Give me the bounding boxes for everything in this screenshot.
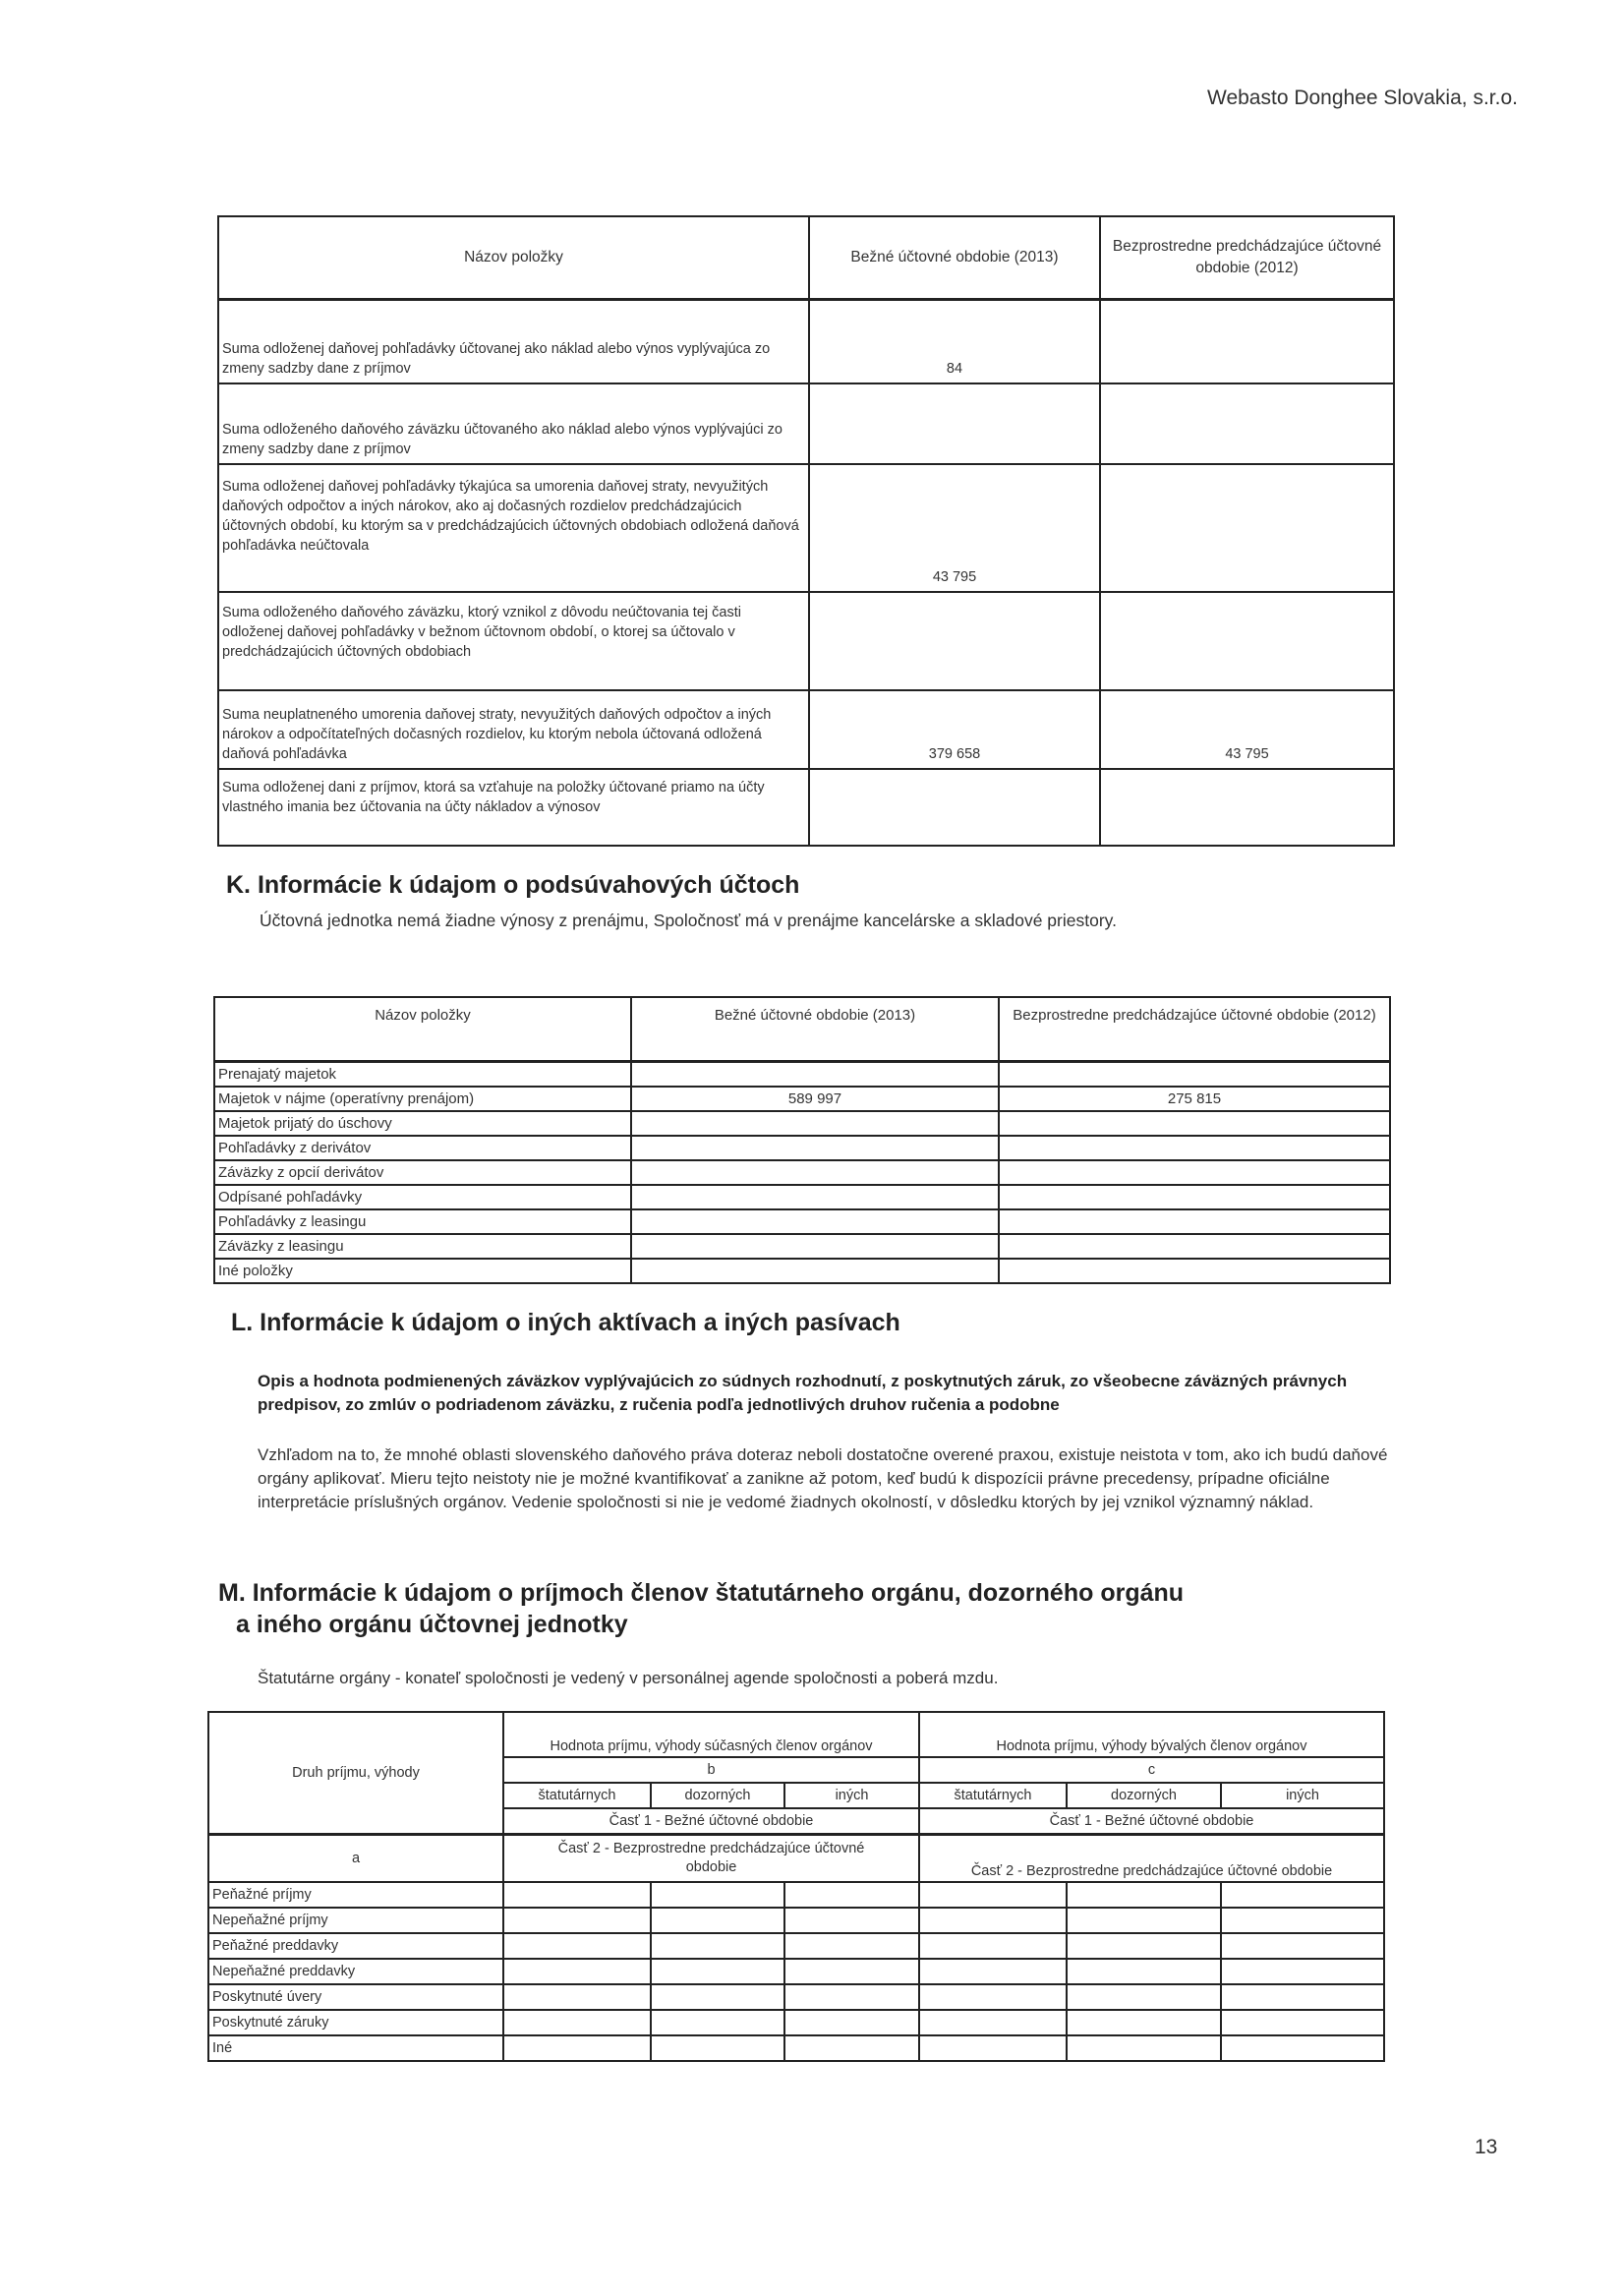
value-cell <box>919 1933 1067 1959</box>
value-cell <box>503 1908 651 1933</box>
table-row <box>208 1984 1384 2010</box>
table-row <box>218 464 1394 592</box>
table-row <box>214 1111 1390 1136</box>
row-label: Suma odloženej daňovej pohľadávky týkajúca sa umorenia daňovej straty, nevyužitých daňových odpočtov a iných nárokov, ako aj dočasných rozdielov predchádzajúcich účtovných období, ku ktorým sa v predchádzajúcich účtovných obdobiach odložená daňová pohľadávka neúčtovala <box>218 464 809 592</box>
table-row <box>208 1933 1384 1959</box>
row-label: Suma odloženého daňového záväzku, ktorý vznikol z dôvodu neúčtovania tej časti odloženej daňovej pohľadávky v bežnom účtovnom období, o ktorej sa účtovalo v predchádzajúcich účtovných obdobiach <box>218 592 809 690</box>
off-balance-sheet-table <box>213 996 1391 1284</box>
value-cell <box>1067 2035 1221 2061</box>
previous-value <box>1100 383 1394 464</box>
current-value <box>631 1136 999 1160</box>
current-value <box>631 1160 999 1185</box>
section-m-heading-line2: a iného orgánu účtovnej jednotky <box>236 1611 628 1638</box>
current-value <box>631 1209 999 1234</box>
value-cell <box>919 1984 1067 2010</box>
value-cell <box>1067 1933 1221 1959</box>
row-label: Pohľadávky z leasingu <box>214 1209 631 1234</box>
part2-label: Časť 2 - Bezprostredne predchádzajúce účtovné obdobie <box>919 1835 1384 1883</box>
row-header-type: Druh príjmu, výhody <box>208 1712 503 1835</box>
table-row <box>214 1234 1390 1259</box>
current-value: 84 <box>809 300 1100 383</box>
previous-value <box>1100 464 1394 592</box>
previous-value: 43 795 <box>1100 690 1394 769</box>
value-cell <box>1221 2035 1384 2061</box>
part2-label: Časť 2 - Bezprostredne predchádzajúce účtovné obdobie <box>503 1835 919 1883</box>
value-cell <box>503 2035 651 2061</box>
subcolumn-statutory: štatutárnych <box>503 1783 651 1808</box>
value-cell <box>503 1959 651 1984</box>
value-cell <box>651 1984 784 2010</box>
value-cell <box>1067 2010 1221 2035</box>
group-header-former-members: Hodnota príjmu, výhody bývalých členov orgánov <box>919 1712 1384 1757</box>
table-row <box>214 1160 1390 1185</box>
value-cell <box>784 1959 919 1984</box>
row-label: Suma odloženej daňovej pohľadávky účtovanej ako náklad alebo výnos vyplývajúca zo zmeny sadzby dane z príjmov <box>218 300 809 383</box>
row-label: Majetok prijatý do úschovy <box>214 1111 631 1136</box>
value-cell <box>503 1933 651 1959</box>
table-row <box>214 1087 1390 1111</box>
value-cell <box>1221 1959 1384 1984</box>
table-row <box>208 2010 1384 2035</box>
group-code-c: c <box>919 1757 1384 1783</box>
deferred-tax-table <box>217 215 1395 847</box>
value-cell <box>1221 1933 1384 1959</box>
row-header-code: a <box>208 1835 503 1883</box>
table-row <box>218 300 1394 383</box>
current-value <box>631 1259 999 1283</box>
column-header-current-period: Bežné účtovné obdobie (2013) <box>631 997 999 1062</box>
current-value <box>631 1185 999 1209</box>
value-cell <box>1221 1882 1384 1908</box>
previous-value <box>999 1160 1390 1185</box>
table-row <box>218 769 1394 846</box>
value-cell <box>784 1908 919 1933</box>
previous-value <box>1100 769 1394 846</box>
section-k-text: Účtovná jednotka nemá žiadne výnosy z prenájmu, Spoločnosť má v prenájme kancelárske a skladové priestory. <box>260 911 1117 930</box>
value-cell <box>919 1882 1067 1908</box>
value-cell <box>1067 1959 1221 1984</box>
current-value <box>631 1062 999 1088</box>
row-label: Majetok v nájme (operatívny prenájom) <box>214 1087 631 1111</box>
previous-value <box>999 1259 1390 1283</box>
column-header-previous-period: Bezprostredne predchádzajúce účtovné obdobie (2012) <box>999 997 1390 1062</box>
group-code-b: b <box>503 1757 919 1783</box>
row-label: Záväzky z leasingu <box>214 1234 631 1259</box>
row-label: Nepeňažné príjmy <box>208 1908 503 1933</box>
value-cell <box>1221 2010 1384 2035</box>
table-row <box>218 690 1394 769</box>
table-row <box>214 1136 1390 1160</box>
section-k-heading: K. Informácie k údajom o podsúvahových účtoch <box>226 871 800 899</box>
board-income-table <box>207 1711 1385 2062</box>
value-cell <box>503 1984 651 2010</box>
subcolumn-other: iných <box>1221 1783 1384 1808</box>
value-cell <box>1221 1908 1384 1933</box>
table-row <box>208 1908 1384 1933</box>
part1-label: Časť 1 - Bežné účtovné obdobie <box>919 1808 1384 1835</box>
previous-value <box>999 1209 1390 1234</box>
row-label: Suma neuplatneného umorenia daňovej straty, nevyužitých daňových odpočtov a iných nárokov a odpočítateľných dočasných rozdielov, ku ktorým nebola účtovaná odložená daňová pohľadávka <box>218 690 809 769</box>
row-label: Suma odloženej dani z príjmov, ktorá sa vzťahuje na položky účtované priamo na účty vlastného imania bez účtovania na účty nákladov a výnosov <box>218 769 809 846</box>
current-value: 589 997 <box>631 1087 999 1111</box>
table-header-row <box>218 216 1394 300</box>
row-label: Odpísané pohľadávky <box>214 1185 631 1209</box>
current-value <box>809 769 1100 846</box>
column-header-current-period: Bežné účtovné obdobie (2013) <box>809 216 1100 300</box>
previous-value <box>999 1185 1390 1209</box>
previous-value <box>999 1136 1390 1160</box>
section-m-heading <box>218 1577 1184 1640</box>
value-cell <box>1067 1984 1221 2010</box>
row-label: Poskytnuté úvery <box>208 1984 503 2010</box>
value-cell <box>1221 1984 1384 2010</box>
page-number: 13 <box>1475 2136 1498 2158</box>
row-label: Pohľadávky z derivátov <box>214 1136 631 1160</box>
current-value <box>809 592 1100 690</box>
value-cell <box>503 2010 651 2035</box>
value-cell <box>784 2035 919 2061</box>
value-cell <box>784 1882 919 1908</box>
value-cell <box>651 2010 784 2035</box>
subcolumn-supervisory: dozorných <box>651 1783 784 1808</box>
previous-value <box>999 1234 1390 1259</box>
value-cell <box>784 1933 919 1959</box>
value-cell <box>651 1959 784 1984</box>
value-cell <box>1067 1908 1221 1933</box>
row-label: Záväzky z opcií derivátov <box>214 1160 631 1185</box>
table-row <box>214 1209 1390 1234</box>
previous-value: 275 815 <box>999 1087 1390 1111</box>
column-header-item-name: Názov položky <box>214 997 631 1062</box>
column-header-previous-period: Bezprostredne predchádzajúce účtovné obdobie (2012) <box>1100 216 1394 300</box>
value-cell <box>651 2035 784 2061</box>
table-row <box>214 1185 1390 1209</box>
previous-value <box>1100 300 1394 383</box>
subcolumn-statutory: štatutárnych <box>919 1783 1067 1808</box>
value-cell <box>651 1933 784 1959</box>
group-header-current-members: Hodnota príjmu, výhody súčasných členov orgánov <box>503 1712 919 1757</box>
row-label: Nepeňažné preddavky <box>208 1959 503 1984</box>
value-cell <box>651 1882 784 1908</box>
table-row <box>214 1259 1390 1283</box>
value-cell <box>919 2010 1067 2035</box>
value-cell <box>784 2010 919 2035</box>
section-l-text: Vzhľadom na to, že mnohé oblasti slovenského daňového práva doteraz neboli dostatočne overené praxou, existuje neistota v tom, ako ich budú daňové orgány aplikovať. Mieru tejto neistoty nie je možné kvantifikovať a zanikne až potom, keď budú k dispozícii právne precedensy, prípadne oficiálne interpretácie príslušných orgánov. Vedenie spoločnosti si nie je vedomé žiadnych okolností, v dôsledku ktorých by jej vznikol významný náklad. <box>258 1445 1388 1511</box>
part1-label: Časť 1 - Bežné účtovné obdobie <box>503 1808 919 1835</box>
value-cell <box>503 1882 651 1908</box>
value-cell <box>651 1908 784 1933</box>
subcolumn-supervisory: dozorných <box>1067 1783 1221 1808</box>
row-label: Peňažné preddavky <box>208 1933 503 1959</box>
row-label: Poskytnuté záruky <box>208 2010 503 2035</box>
table-row <box>208 1959 1384 1984</box>
table-header-row <box>208 1712 1384 1757</box>
section-m-text: Štatutárne orgány - konateľ spoločnosti je vedený v personálnej agende spoločnosti a poberá mzdu. <box>258 1669 999 1687</box>
section-l-subheading: Opis a hodnota podmienených záväzkov vyplývajúcich zo súdnych rozhodnutí, z poskytnutých záruk, zo všeobecne záväzných právnych predpisov, zo zmlúv o podriadenom záväzku, z ručenia podľa jednotlivých druhov ručenia a podobne <box>258 1372 1348 1414</box>
value-cell <box>919 1908 1067 1933</box>
section-m-heading-line1: M. Informácie k údajom o príjmoch členov štatutárneho orgánu, dozorného orgánu <box>218 1579 1185 1607</box>
table-row <box>214 1062 1390 1088</box>
subcolumn-other: iných <box>784 1783 919 1808</box>
table-row <box>208 2035 1384 2061</box>
current-value: 379 658 <box>809 690 1100 769</box>
company-name: Webasto Donghee Slovakia, s.r.o. <box>1207 87 1518 109</box>
previous-value <box>999 1062 1390 1088</box>
value-cell <box>919 2035 1067 2061</box>
row-label: Peňažné príjmy <box>208 1882 503 1908</box>
table-row <box>218 383 1394 464</box>
row-label: Prenajatý majetok <box>214 1062 631 1088</box>
current-value: 43 795 <box>809 464 1100 592</box>
column-header-item-name: Názov položky <box>218 216 809 300</box>
section-l-heading: L. Informácie k údajom o iných aktívach a iných pasívach <box>231 1309 900 1336</box>
previous-value <box>1100 592 1394 690</box>
row-label: Iné položky <box>214 1259 631 1283</box>
table-header-row <box>208 1835 1384 1883</box>
table-header-row <box>214 997 1390 1062</box>
current-value <box>809 383 1100 464</box>
value-cell <box>784 1984 919 2010</box>
current-value <box>631 1111 999 1136</box>
row-label: Suma odloženého daňového záväzku účtovaného ako náklad alebo výnos vyplývajúci zo zmeny sadzby dane z príjmov <box>218 383 809 464</box>
row-label: Iné <box>208 2035 503 2061</box>
value-cell <box>1067 1882 1221 1908</box>
table-row <box>218 592 1394 690</box>
value-cell <box>919 1959 1067 1984</box>
previous-value <box>999 1111 1390 1136</box>
current-value <box>631 1234 999 1259</box>
table-row <box>208 1882 1384 1908</box>
